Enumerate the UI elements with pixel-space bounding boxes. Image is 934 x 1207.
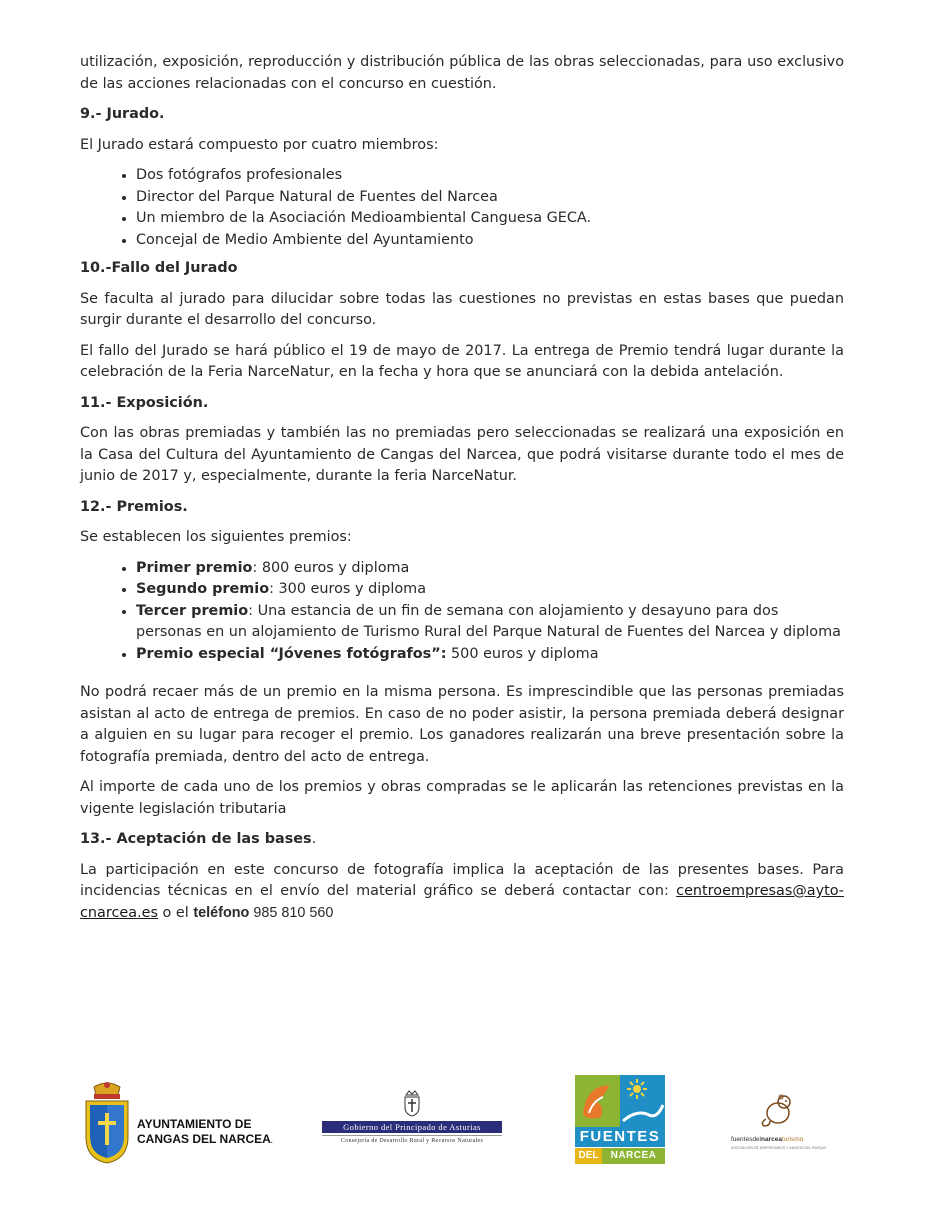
section-12-paragraph-1: Se establecen los siguientes premios: [80,529,352,545]
section-10-paragraph-2: El fallo del Jurado se hará público el 19 de mayo de 2017. La entrega de Premio tendrá lugar durante la celebración de la Feria NarceNatur, en la fecha y hora que se anunciará con la debida antelación. [80,342,844,380]
list-item [136,644,844,666]
prize-text: 500 euros y diploma [446,645,599,662]
section-12-paragraph-3: Al importe de cada uno de los premios y obras compradas se le aplicarán las retenciones previstas en la vigente legislación tributaria [80,779,844,817]
section-13-heading: 13.- Aceptación de las bases. [80,831,317,847]
beaver-icon [756,1093,800,1127]
phone-label: teléfono [193,904,250,921]
prize-text: : 800 euros y diploma [252,559,410,576]
list-item: • Concejal de Medio Ambiente del Ayuntamiento [136,230,844,252]
prize-text: : Una estancia de un fin de semana con alojamiento y desayuno para dos personas en un alojamiento de Turismo Rural del Parque Natural de Fuentes del Narcea y diploma [136,602,841,640]
list-item: • Director del Parque Natural de Fuentes del Narcea [136,187,844,209]
logo-turismo-subtitle: ASOCIACIÓN DE EMPRESARIOS Y AMIGOS DEL PARQUE [731,1146,827,1150]
logo-fuentes-del-narcea [575,1075,665,1165]
coat-of-arms-icon [82,1079,132,1165]
section-12-paragraph-2: No podrá recaer más de un premio en la misma persona. Es imprescindible que las personas premiadas asistan al acto de entrega de premios. En caso de no poder asistir, la persona premiada deberá designar a alguien en su lugar para recoger el premio. Los ganadores realizarán una breve presentación sobre la fotografía premiada, dentro del acto de entrega. [80,684,844,765]
logo-principado [322,1089,504,1151]
list-item [136,601,844,644]
list-item: • Dos fotógrafos profesionales [136,165,844,187]
section-13-paragraph: La participación en este concurso de fotografía implica la aceptación de las presentes bases. Para incidencias técnicas en el envío del material gráfico se deberá contactar con: centroempresas@ayto-cnarcea.es o el teléfono 985 810 560 [80,861,844,921]
section-11-heading: 11.- Exposición. [80,394,209,411]
jury-list [80,165,844,251]
logo-principado-title: Gobierno del Principado de Asturias [322,1121,502,1133]
prize-label: Premio especial “Jóvenes fotógrafos”: [136,645,447,662]
prize-label: Primer premio [136,559,253,576]
crown-crest-icon [402,1089,422,1117]
section-10-heading: 10.-Fallo del Jurado [80,260,238,276]
intro-paragraph: utilización, exposición, reproducción y distribución pública de las obras seleccionadas, para uso exclusivo de las acciones relacionadas con el concurso en cuestión. [80,54,844,92]
logo-del-word: DEL [575,1148,602,1164]
prize-text: : 300 euros y diploma [269,581,427,597]
prizes-list [80,558,844,666]
list-item: • Un miembro de la Asociación Medioambiental Canguesa GECA. [136,208,844,230]
logo-ayuntamiento-text: AYUNTAMIENTO DE CANGAS DEL NARCEA. [137,1117,273,1146]
section-12-heading: 12.- Premios. [80,498,188,515]
list-item [136,558,844,580]
logo-turismo-name: fuentesdelnarceaturismo [731,1136,804,1143]
contact-email-link[interactable]: centroempresas@ayto-cnarcea.es [80,883,844,921]
section-9-paragraph: El Jurado estará compuesto por cuatro miembros: [80,136,439,153]
document-body [80,52,844,933]
logo-narcea-turismo [728,1093,828,1153]
logo-ayuntamiento [82,1079,287,1167]
prize-label: Tercer premio [136,602,249,619]
phone-number: 985 810 560 [249,904,334,921]
section-9-heading: 9.- Jurado. [80,106,165,122]
sponsor-logos [0,1075,934,1175]
nature-emblem-icon [575,1075,665,1127]
section-10-paragraph-1: Se faculta al jurado para dilucidar sobre todas las cuestiones no previstas en estas bases que puedan surgir durante el desarrollo del concurso. [80,290,844,328]
list-item [136,579,844,601]
prize-label: Segundo premio [136,581,270,597]
logo-fuentes-word: FUENTES [575,1127,665,1147]
logo-principado-subtitle: Consejería de Desarrollo Rural y Recursos Naturales [322,1135,502,1145]
section-11-paragraph: Con las obras premiadas y también las no premiadas pero seleccionadas se realizará una exposición en la Casa del Cultura del Ayuntamiento de Cangas del Narcea, que podrá visitarse durante todo el mes de junio de 2017 y, especialmente, durante la feria NarceNatur. [80,425,844,484]
logo-narcea-word: NARCEA [602,1148,665,1164]
